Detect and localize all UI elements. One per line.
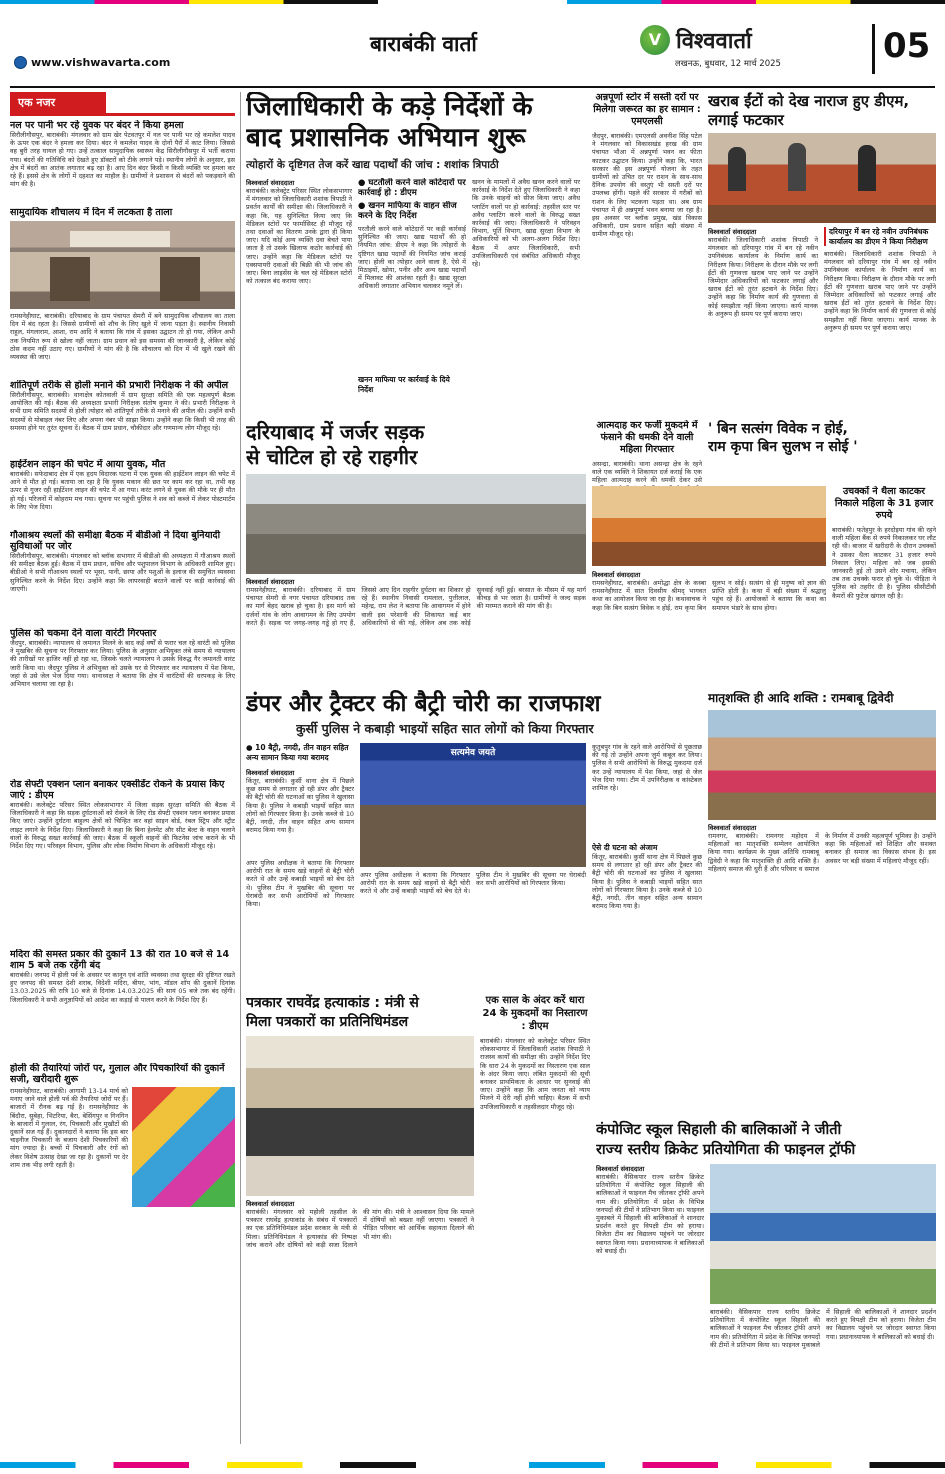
- brief-title: सामुदायिक शौचालय में दिन में लटकता है ताला: [10, 207, 173, 218]
- bricks-headline: खराब ईंटों को देख नाराज हुए डीएम, लगाई फटकार: [708, 92, 910, 129]
- bricks-side-box: दरियापुर में बन रहे नवीन उपनिबंधक कार्यालय का डीएम ने किया निरीक्षण: [824, 227, 936, 246]
- lead-byline: विश्ववार्ता संवाददाता: [246, 179, 295, 187]
- journalist-story: [246, 994, 474, 1444]
- bricks-byline: विश्ववार्ता संवाददाता: [708, 228, 757, 236]
- bags-headline: उचक्कों ने थैला काटकर निकाले महिला के 31 हजार रुपये: [834, 486, 934, 521]
- logo-v-icon: V: [640, 25, 670, 55]
- brief-title: मदिरा की समस्त प्रकार की दुकानें 13 की रात 10 बजे से 14 शाम 5 बजे तक रहेंगी बंद: [10, 949, 230, 971]
- brief-title: नल पर पानी भर रहे युवक पर बंदर ने किया हमला: [10, 120, 184, 131]
- fake-case-body: असन्द्रा, बाराबंकी। थाना असन्द्रा क्षेत्र के रहने वाले एक व्यक्ति ने शिकायत दर्ज कराई कि एक महिला आत्मदाह करने की धमकी देकर उसे: [592, 460, 702, 485]
- lead-subhead: त्योहारों के दृष्टिगत तेज करें खाद्य पदार्थों की जांच : शशांक त्रिपाठी: [246, 159, 499, 171]
- toilet-photo: [10, 221, 235, 309]
- lead-headline-line2: बाद प्रशासनिक अभियान शुरू: [246, 123, 526, 153]
- paper-logo: [640, 22, 840, 58]
- bricks-body-cont: बाराबंकी। जिलाधिकारी शशांक त्रिपाठी ने मंगलवार को दरियापुर गांव में बन रहे नवीन उपनिबंधक कार्यालय के निर्माण कार्य का निरीक्षण किया। निरीक्षण के दौरान मौके पर लगी ईंटों की गुणवत्ता खराब पाए जाने पर उन्होंने जिम्मेदार अधिकारियों को फटकार लगाई और खराब ईंटों को तुरंत हटवाने के निर्देश दिए। उन्होंने कहा कि निर्माण कार्य की गुणवत्ता से कोई समझौता नहीं किया जाएगा। कार्य मानक के अनुरूप ही समय पर पूर्ण कराया जाए।: [824, 250, 936, 332]
- brief-title: हाईटेंशन लाइन की चपेट में आया युवक, मौत: [10, 459, 166, 470]
- cricket-photo: [710, 1164, 936, 1304]
- lead-bullet: ● खनन माफिया के वाहन सीज करने के दिए निर्देश: [358, 201, 457, 221]
- matrushakti-body: रामनगर, बाराबंकी। रामनगर महोदय में महिलाओं का मातृशक्ति सम्मेलन आयोजित किया गया। कार्यक्रम के मुख्य अतिथि रामबाबू द्विवेदी ने कहा कि मातृशक्ति ही आदि शक्ति है। महिलाएं समाज की धुरी हैं और परिवार व समाज के निर्माण में उनकी महत्वपूर्ण भूमिका है। उन्होंने कहा कि महिलाओं को शिक्षित और सशक्त बनाकर ही समाज का विकास संभव है। इस अवसर पर बड़ी संख्या में महिलाएं मौजूद रहीं।: [708, 832, 936, 873]
- brief-title: रोड सेफ्टी एक्शन प्लान बनाकर एक्सीडेंट रोकने के प्रयास किए जाएं : डीएम: [10, 779, 225, 801]
- journalist-body: बाराबंकी। मंगलवार को महोली तहसील के पत्रकार राघवेंद्र हत्याकांड के संबंध में पत्रकारों का एक प्रतिनिधिमंडल प्रदेश सरकार के मंत्री से मिला। प्रतिनिधिमंडल ने हत्याकांड की निष्पक्ष जांच कराने और दोषियों को कड़ी सजा दिलाने की मांग की। मंत्री ने आश्वासन दिया कि मामले में दोषियों को बख्शा नहीं जाएगा। पत्रकारों ने पीड़ित परिवार को आर्थिक सहायता दिलाने की भी मांग की।: [246, 1208, 474, 1249]
- satsang-headline-line2: राम कृपा बिन सुलभ न सोई ': [708, 439, 858, 455]
- brief-title: गौआश्रय स्थलों की समीक्षा बैठक में बीडीओ ने दिया बुनियादी सुविधाओं पर जोर: [10, 530, 221, 552]
- journalist-headline-line1: पत्रकार राघवेंद्र हत्याकांड : मंत्री से: [246, 995, 419, 1011]
- bricks-body: बाराबंकी। जिलाधिकारी शशांक त्रिपाठी ने मंगलवार को दरियापुर गांव में बन रहे नवीन उपनिबंधक कार्यालय के निर्माण कार्य का निरीक्षण किया। निरीक्षण के दौरान मौके पर लगी ईंटों की गुणवत्ता खराब पाए जाने पर उन्होंने जिम्मेदार अधिकारियों को फटकार लगाई और खराब ईंटों को तुरंत हटवाने के निर्देश दिए। उन्होंने कहा कि निर्माण कार्य की गुणवत्ता से कोई समझौता नहीं किया जाएगा। कार्य मानक के अनुरूप ही समय पर पूर्ण कराया जाए।: [708, 236, 818, 318]
- annapurna-story: [592, 92, 702, 414]
- matrushakti-photo: [708, 710, 936, 820]
- masthead-rule: [10, 86, 935, 88]
- lead-bullet-text: खनन माफिया के वाहन सीज करने के दिए निर्देश: [358, 201, 457, 221]
- road-byline: विश्ववार्ता संवाददाता: [246, 578, 295, 586]
- cricket-body: बाराबंकी। वैसिकपार राज्य स्तरीय क्रिकेट प्रतियोगिता में कंपोजिट स्कूल सिहाली की बालिकाओं ने फाइनल मैच जीतकर ट्रॉफी अपने नाम की। प्रतियोगिता में प्रदेश के विभिन्न जनपदों की टीमों ने प्रतिभाग किया था। फाइनल मुकाबले में सिहाली की बालिकाओं ने शानदार प्रदर्शन करते हुए विपक्षी टीम को हराया। विजेता टीम का विद्यालय पहुंचने पर जोरदार स्वागत किया गया। प्रधानाध्यापक ने बालिकाओं को बधाई दी।: [596, 1173, 704, 1255]
- registration-bar-bottom: [0, 1462, 945, 1468]
- theft-body-col1: किंतूर, बाराबंकी। कुर्सी थाना क्षेत्र में पिछले कुछ समय से लगातार हो रही डंपर और ट्रैक्टर की बैट्री चोरी की घटनाओं का पुलिस ने खुलासा किया है। पुलिस ने कबाड़ी भाइयों सहित सात लोगों को गिरफ्तार किया है। उनके कब्जे से 10 बैट्री, नगदी, तीन वाहन सहित अन्य सामान बरामद किया गया है।: [246, 777, 354, 835]
- road-headline-line2: से चोटिल हो रहे राहगीर: [246, 445, 418, 469]
- cricket-body-cont: बाराबंकी। वैसिकपार राज्य स्तरीय क्रिकेट प्रतियोगिता में कंपोजिट स्कूल सिहाली की बालिकाओं ने फाइनल मैच जीतकर ट्रॉफी अपने नाम की। प्रतियोगिता में प्रदेश के विभिन्न जनपदों की टीमों ने प्रतिभाग किया था। फाइनल मुकाबले में सिहाली की बालिकाओं ने शानदार प्रदर्शन करते हुए विपक्षी टीम को हराया। विजेता टीम का विद्यालय पहुंचने पर जोरदार स्वागत किया गया। प्रधानाध्यापक ने बालिकाओं को बधाई दी।: [710, 1308, 936, 1349]
- brief-body: सिरौलीगौसपुर, बाराबंकी। मंगलवार को ग्राम खेर पेटवतपुर में नल पर पानी भर रहे कमलेश यादव के ऊपर एक बंदर ने हमला कर दिया। बंदर ने कमलेश यादव के दोनों पैरों में काट लिया। जिससे वह बुरी तरह घायल हो गए। उन्हें तत्काल सामुदायिक स्वास्थ्य केंद्र सिरौलीगौसपुर में भर्ती कराया गया। बंदरों की गतिविधि को देखते हुए डॉक्टरों को टीके लगाने पड़े। स्थानीय लोगों के अनुसार, इस क्षेत्र में बंदरों का आतंक लगातार बढ़ रहा है। आए दिन बंदर किसी न किसी व्यक्ति पर हमला कर रहे हैं। इससे क्षेत्र के लोगों में दहशत का माहौल है। ग्रामीणों ने प्रशासन से बंदरों को पकड़वाने की मांग की है।: [10, 131, 235, 189]
- theft-story: [246, 690, 702, 990]
- website-row: [14, 56, 170, 69]
- road-photo: [246, 474, 586, 574]
- theft-photo-banner: सत्यमेव जयते: [450, 748, 496, 758]
- theft-subhead: कुर्सी पुलिस ने कबाड़ी भाइयों सहित सात लोगों को किया गिरफ्तार: [296, 721, 594, 736]
- lead-bullet-text: घटतौली करने वाले कोटेदारों पर कार्रवाई हो : डीएम: [358, 178, 466, 198]
- matrushakti-headline: मातृशक्ति ही आदि शक्ति : रामबाबू द्विवेदी: [708, 691, 894, 705]
- cricket-headline-line1: कंपोजिट स्कूल सिहाली की बालिकाओं ने जीती: [596, 1122, 842, 1138]
- brief-body: सिरौलीगौसपुर, बाराबंकी। मंगलवार को ब्लॉक सभागार में बीडीओ की अध्यक्षता में गौआश्रय स्थलों की समीक्षा बैठक हुई। बैठक में ग्राम प्रधान, सचिव और पशुपालन विभाग के अधिकारी शामिल हुए। बीडीओ ने सभी गौआश्रय स्थलों पर भूसा, पानी, छाया और पशुओं के इलाज की समुचित व्यवस्था सुनिश्चित करने के निर्देश दिए। उन्होंने कहा कि लापरवाही बरतने वालों पर कड़ी कार्रवाई की जाएगी।: [10, 552, 235, 593]
- dateline: लखनऊ, बुधवार, 12 मार्च 2025: [675, 59, 781, 69]
- journalist-headline-line2: मिला पत्रकारों का प्रतिनिधिमंडल: [246, 1014, 409, 1030]
- matrushakti-byline: विश्ववार्ता संवाददाता: [708, 824, 757, 832]
- lead-story: [246, 92, 586, 414]
- hearing-story: [480, 994, 590, 1444]
- theft-body-col2: अपर पुलिस अधीक्षक ने बताया कि गिरफ्तार आरोपी रात के समय खड़े वाहनों से बैट्री चोरी करते थे और उन्हें कबाड़ी भाइयों को बेच देते थे। पुलिस टीम ने मुखबिर की सूचना पर घेराबंदी कर सभी आरोपियों को गिरफ्तार किया।: [246, 859, 354, 909]
- lead-body-col1: बाराबंकी। कलेक्ट्रेट परिसर स्थित लोकसभागार में मंगलवार को जिलाधिकारी शशांक त्रिपाठी ने प्रवर्तन कार्यों की समीक्षा की। जिलाधिकारी ने कहा कि, यह सुनिश्चित किया जाए कि मेडिकल स्टोरों पर फार्मासिस्ट ही मौजूद रहें तथा दवाओं का वितरण उनके द्वारा ही किया जाए। यदि कोई अन्य व्यक्ति दवा बेचते पाया जाता है तो उसके खिलाफ कठोर कार्रवाई की जाए। उन्होंने कहा कि मेडिकल स्टोरों पर एक्सपायरी दवाओं की बिक्री की भी जांच की जाए। बिना लाइसेंस के चल रहे मेडिकल स्टोरों को तत्काल बंद कराया जाए।: [246, 187, 352, 286]
- hearing-body: बाराबंकी। मंगलवार को कलेक्ट्रेट परिसर स्थित लोकसभागार में जिलाधिकारी शशांक त्रिपाठी ने राजस्व कार्यों की समीक्षा की। उन्होंने निर्देश दिए कि धारा 24 के मुकदमों का निस्तारण एक साल के अंदर किया जाए। लंबित मुकदमों की सूची बनाकर प्राथमिकता के आधार पर सुनवाई की जाए। उन्होंने कहा कि आम जनता को न्याय मिलने में देरी नहीं होनी चाहिए। बैठक में सभी उपजिलाधिकारी व तहसीलदार मौजूद रहे।: [480, 1037, 590, 1111]
- brief-body: सिरौलीगौसपुर, बाराबंकी। थानाक्षेत्र कोतवाली में ग्राम सुरक्षा समिति की एक महत्वपूर्ण बैठक आयोजित की गई। बैठक की अध्यक्षता प्रभारी निरीक्षक संतोष कुमार ने की। प्रभारी निरीक्षक ने सभी ग्राम समिति सदस्यों से होली त्योहार को शांतिपूर्ण तरीके से मनाने की अपील की। उन्होंने सभी सदस्यों से मोबाइल नंबर लिए और अपना नंबर भी साझा किया। उन्होंने कहा कि किसी भी तरह की समस्या होने पर तुरंत सूचना दें। बैठक में ग्राम प्रधान, चौकीदार और गणमान्य लोग मौजूद रहे।: [10, 391, 235, 432]
- website-url[interactable]: www.vishwavarta.com: [31, 56, 171, 69]
- lead-body-col2: परतौली करने वाले कोटेदारों पर कड़ी कार्रवाई सुनिश्चित की जाए। खाद्य पदार्थों की हो नियमित जांच: डीएम ने कहा कि त्योहारों के दृष्टिगत खाद्य पदार्थों की नियमित जांच कराई जाए। होली का त्योहार आने वाला है, ऐसे में मिठाइयों, खोया, पनीर और अन्य खाद्य पदार्थों में मिलावट की आशंका रहती है। खाद्य सुरक्षा अधिकारी लगातार अभियान चलाकर नमूने लें।: [358, 225, 466, 291]
- lead-bullet: ● घटतौली करने वाले कोटेदारों पर कार्रवाई हो : डीएम: [358, 178, 466, 198]
- satsang-body: रामसनेहीघाट, बाराबंकी। अमोद्धा क्षेत्र के कस्बा रामसनेहीघाट में सात दिवसीय श्रीमद् भागवत कथा का आयोजन किया जा रहा है। कथावाचक ने कहा कि बिन सत्संग विवेक न होई, राम कृपा बिन सुलभ न सोई। सत्संग से ही मनुष्य को ज्ञान की प्राप्ति होती है। कथा में बड़ी संख्या में श्रद्धालु पहुंच रहे हैं। आयोजकों ने बताया कि कथा का समापन भंडारे के साथ होगा।: [592, 579, 826, 612]
- satsang-headline-line1: ' बिन सत्संग विवेक न होई,: [708, 421, 848, 437]
- theft-photo: [360, 743, 586, 867]
- matrushakti-story: [708, 690, 936, 1116]
- hearing-headline: एक साल के अंदर करें धारा 24 के मुकदमों का निस्तारण : डीएम: [482, 995, 588, 1032]
- road-story: [246, 420, 586, 682]
- holi-market-photo: [132, 1087, 235, 1207]
- satsang-text: [592, 570, 826, 682]
- section-tab-label: एक नजर: [18, 96, 56, 109]
- column-rule: [240, 92, 241, 1444]
- brief-body: बाराबंकी। कलेक्ट्रेट परिसर स्थित लोकसभागार में जिला सड़क सुरक्षा समिति की बैठक में जिलाधिकारी ने कहा कि सड़क दुर्घटनाओं को रोकने के लिए रोड सेफ्टी एक्शन प्लान बनाकर प्रयास किए जाएं। उन्होंने दुर्घटना बाहुल्य क्षेत्रों को चिन्हित कर वहां साइन बोर्ड, रंबल स्ट्रिप और स्ट्रीट लाइट लगाने के निर्देश दिए। जिलाधिकारी ने कहा कि बिना हेलमेट और सीट बेल्ट के वाहन चलाने वालों के विरुद्ध सख्त कार्रवाई की जाए। बैठक में स्कूली वाहनों की फिटनेस जांच कराने के भी निर्देश दिए गए। परिवहन विभाग, पुलिस और लोक निर्माण विभाग के अधिकारी मौजूद रहे।: [10, 801, 235, 851]
- theft-crosshead: ऐसे दी घटना को अंजाम: [592, 843, 658, 852]
- cricket-story: [596, 1120, 936, 1444]
- brief-body: बाराबंकी। जनपद में होली पर्व के अवसर पर कानून एवं शांति व्यवस्था तथा सुरक्षा की दृष्टिगत रखते हुए जनपद की समस्त देशी शराब, विदेशी मदिरा, बीयर, भांग, मॉडल शॉप की दुकानें दिनांक 13.03.2025 की रात्रि 10 बजे से दिनांक 14.03.2025 की सायं 05 बजे तक बंद रहेंगी। जिलाधिकारी ने सभी अनुज्ञापियों को आदेश का कड़ाई से पालन करने के निर्देश दिए हैं।: [10, 971, 235, 1004]
- journalist-photo: [246, 1036, 474, 1196]
- section-tab: [10, 92, 106, 113]
- road-headline-line1: दरियाबाद में जर्जर सड़क: [246, 420, 425, 444]
- satsang-byline: विश्ववार्ता संवाददाता: [592, 571, 641, 579]
- theft-bullet: ● 10 बैट्री, नगदी, तीन वाहन सहित अन्य सामान किया गया बरामद: [246, 743, 349, 762]
- page-number: 05: [883, 26, 931, 66]
- annapurna-headline: अन्नपूर्णा स्टोर में सस्ती दरों पर मिलेगा जरूरत का हर सामान : एमएलसी: [593, 92, 701, 127]
- brief-body: रामसनेहीघाट, बाराबंकी। आगामी 13-14 मार्च को मनाए जाने वाले होली पर्व की तैयारियां जोरों पर हैं। बाजारों में रौनक बढ़ गई है। रामसनेहीघाट के बिंदौरा, सुबेहा, भिटरिया, बैरा, बेसिंगपुर व गिनगिन के बाजारों में गुलाल, रंग, पिचकारी और मुखौटों की दुकानें सज गई हैं। दुकानदारों ने बताया कि इस बार चाइनीज पिचकारी के बजाय देशी पिचकारियों की मांग ज्यादा है। बच्चों में पिचकारी और रंगों को लेकर विशेष उत्साह देखा जा रहा है। दुकानों पर देर शाम तक भीड़ लगी रहती है।: [10, 1087, 128, 1169]
- theft-headline: डंपर और ट्रैक्टर की बैट्री चोरी का राजफाश: [246, 691, 601, 717]
- lead-crosshead: खनन माफिया पर कार्रवाई के दिये निर्देश: [358, 375, 450, 394]
- registration-bar-top: [0, 0, 945, 4]
- bags-story: [832, 486, 936, 682]
- brief-body: रामसनेहीघाट, बाराबंकी। दरियाबाद के ग्राम पंचायत सेमरौ में बने सामुदायिक शौचालय का ताला दिन में बंद रहता है। जिससे ग्रामीणों को शौच के लिए खुले में जाना पड़ता है। स्थानीय निवासी राहुल, मंगलाराम, आशा, राम आदि ने बताया कि गांव में इसका उद्घाटन तो हो गया, लेकिन अभी तक नियमित रूप से खोला नहीं जाता। ग्राम प्रधान को इस समस्या की जानकारी है, लेकिन कोई ठोस कदम नहीं उठाए गए। ग्रामीणों ने मांग की है कि शौचालय को दिन में भी खुले रखने की व्यवस्था की जाए।: [10, 312, 235, 362]
- bricks-photo: [708, 133, 936, 223]
- theft-bullet-text: 10 बैट्री, नगदी, तीन वाहन सहित अन्य सामान किया गया बरामद: [246, 743, 349, 762]
- left-column: [10, 92, 235, 1444]
- theft-body-col3-cont: किंतूर, बाराबंकी। कुर्सी थाना क्षेत्र में पिछले कुछ समय से लगातार हो रही डंपर और ट्रैक्टर की बैट्री चोरी की घटनाओं का पुलिस ने खुलासा किया है। पुलिस ने कबाड़ी भाइयों सहित सात लोगों को गिरफ्तार किया है। उनके कब्जे से 10 बैट्री, नगदी, तीन वाहन सहित अन्य सामान बरामद किया गया है।: [592, 853, 702, 911]
- cricket-byline: विश्ववार्ता संवाददाता: [596, 1165, 645, 1173]
- brief-title: होली की तैयारियां जोरों पर, गुलाल और पिचकारियों की दुकानें सजी, खरीदारी शुरू: [10, 1063, 225, 1085]
- fake-case-headline: आत्मदाह कर फर्जी मुकदमे में फंसाने की धमकी देने वाली महिला गिरफ्तार: [596, 420, 698, 455]
- masthead: [0, 18, 945, 86]
- brief-body: जैदपुर, बाराबंकी। न्यायालय से जमानत मिलने के बाद कई वर्षों से फरार चल रहे वारंटी को पुलिस ने मुखबिर की सूचना पर गिरफ्तार कर लिया। पुलिस के अनुसार अभियुक्त लंबे समय से न्यायालय की तारीखों पर हाजिर नहीं हो रहा था, जिसके चलते न्यायालय ने उसके विरुद्ध गैर जमानती वारंट जारी किया था। जैदपुर पुलिस ने अभियुक्त को उसके घर से गिरफ्तार कर न्यायालय में पेश किया, जहां से उसे जेल भेज दिया गया। थानाध्यक्ष ने बताया कि क्षेत्र में वारंटियों की धरपकड़ के लिए अभियान चलाया जा रहा है।: [10, 639, 235, 689]
- page-number-box: [872, 24, 937, 74]
- bags-body: बाराबंकी। फतेहपुर के हरदोइया गांव की रहने वाली महिला बैंक से रुपये निकालकर घर लौट रही थी। बाजार में खरीदारी के दौरान उचक्कों ने उसका थैला काटकर 31 हजार रुपये निकाल लिए। महिला को जब इसकी जानकारी हुई तो उसने शोर मचाया, लेकिन तब तक उचक्के फरार हो चुके थे। पीड़िता ने पुलिस को तहरीर दी है। पुलिस सीसीटीवी कैमरों की फुटेज खंगाल रही है।: [832, 526, 936, 600]
- brief-body: बाराबंकी। सफेदाबाद क्षेत्र में एक हृदय विदारक घटना में एक युवक की हाईटेंशन लाइन की चपेट में आने से मौत हो गई। बताया जा रहा है कि युवक मकान की छत पर काम कर रहा था, तभी वह ऊपर से गुजर रही हाईटेंशन लाइन की चपेट में आ गया। करंट लगने से युवक की मौके पर ही मौत हो गई। परिजनों में कोहराम मच गया। सूचना पर पहुंची पुलिस ने शव को कब्जे में लेकर पोस्टमार्टम के लिए भेज दिया।: [10, 470, 235, 511]
- section-title: बाराबंकी वार्ता: [370, 31, 477, 56]
- annapurna-body: जैदपुर, बाराबंकी। एमएलसी अवनीश सिंह पटेल ने मंगलवार को विकासखंड हरख की ग्राम पंचायत भौआ में अन्नपूर्णा भवन का फीता काटकर उद्घाटन किया। उन्होंने कहा कि, भारत सरकार की इस अन्नपूर्णा योजना के तहत ग्रामीणों को उचित दर पर राशन के साथ-साथ दैनिक उपयोग की वस्तुएं भी सस्ती दरों पर उपलब्ध होंगी। पहले की सरकार में गरीबों को राशन के लिए भटकना पड़ता था। अब ग्राम पंचायत में ही अन्नपूर्णा भवन बनाया जा रहा है। इस अवसर पर ब्लॉक प्रमुख, खंड विकास अधिकारी, ग्राम प्रधान सहित बड़ी संख्या में ग्रामीण मौजूद रहे।: [592, 132, 702, 239]
- globe-icon: [14, 56, 27, 69]
- theft-body-col2-cont: अपर पुलिस अधीक्षक ने बताया कि गिरफ्तार आरोपी रात के समय खड़े वाहनों से बैट्री चोरी करते थे और उन्हें कबाड़ी भाइयों को बेच देते थे। पुलिस टीम ने मुखबिर की सूचना पर घेराबंदी कर सभी आरोपियों को गिरफ्तार किया।: [360, 871, 586, 896]
- theft-body-col3: कुतुबपुर गांव के रहने वाले आरोपियों से पूछताछ की गई तो उन्होंने अपना जुर्म कबूल कर लिया। पुलिस ने सभी आरोपियों के विरुद्ध मुकदमा दर्ज कर उन्हें न्यायालय में पेश किया, जहां से जेल भेज दिया गया। टीम में उपनिरीक्षक व कांस्टेबल शामिल रहे।: [592, 743, 702, 793]
- lead-headline-line1: जिलाधिकारी के कड़े निर्देशों के: [246, 92, 533, 122]
- theft-byline: विश्ववार्ता संवाददाता: [246, 769, 295, 777]
- brief-title: शांतिपूर्ण तरीके से होली मनाने की प्रभारी निरीक्षक ने की अपील: [10, 380, 229, 391]
- road-body: रामसनेहीघाट, बाराबंकी। दरियाबाद में ग्राम पंचायत सेमरौ से नगर पंचायत दरियाबाद तक का मार्ग बेहद खराब हो चुका है। इस मार्ग को दर्जनों गांव के लोग आवागमन के लिए उपयोग करते हैं। सड़क पर जगह-जगह गड्ढे हो गए हैं, जिससे आए दिन राहगीर दुर्घटना का शिकार हो रहे हैं। स्थानीय निवासी रामलाल, पुत्तीलाल, महेन्द्र, राम लेश ने बताया कि आवागमन में होने वाली इस परेशानी की शिकायत कई बार अधिकारियों से की गई, लेकिन अब तक कोई सुनवाई नहीं हुई। बरसात के मौसम में यह मार्ग कीचड़ से भर जाता है। ग्रामीणों ने जल्द सड़क की मरम्मत कराने की मांग की है।: [246, 586, 586, 627]
- cricket-headline-line2: राज्य स्तरीय क्रिकेट प्रतियोगिता की फाइनल ट्रॉफी: [596, 1142, 856, 1158]
- brief-title: पुलिस को चकमा देने वाला वारंटी गिरफ्तार: [10, 628, 157, 639]
- lead-body-col3: खनन के मामलों में अवैध खनन करने वालों पर कार्रवाई के निर्देश देते हुए जिलाधिकारी ने कहा कि उनके वाहनों को सीज किया जाए। अवैध प्लाटिंग वालों पर हो कार्रवाई: तहसील स्तर पर अवैध प्लाटिंग करने वालों के विरुद्ध सख्त कार्रवाई की जाए। जिलाधिकारी ने परिवहन विभाग, पूर्ति विभाग, खाद्य सुरक्षा विभाग के अधिकारियों को भी अलग-अलग निर्देश दिए। बैठक में अपर जिलाधिकारी, सभी उपजिलाधिकारी एवं संबंधित अधिकारी मौजूद रहे।: [472, 178, 580, 269]
- paper-name: विश्ववार्ता: [676, 28, 752, 54]
- journalist-byline: विश्ववार्ता संवाददाता: [246, 1200, 295, 1208]
- satsang-photo: [592, 486, 826, 566]
- bricks-story: [708, 92, 936, 414]
